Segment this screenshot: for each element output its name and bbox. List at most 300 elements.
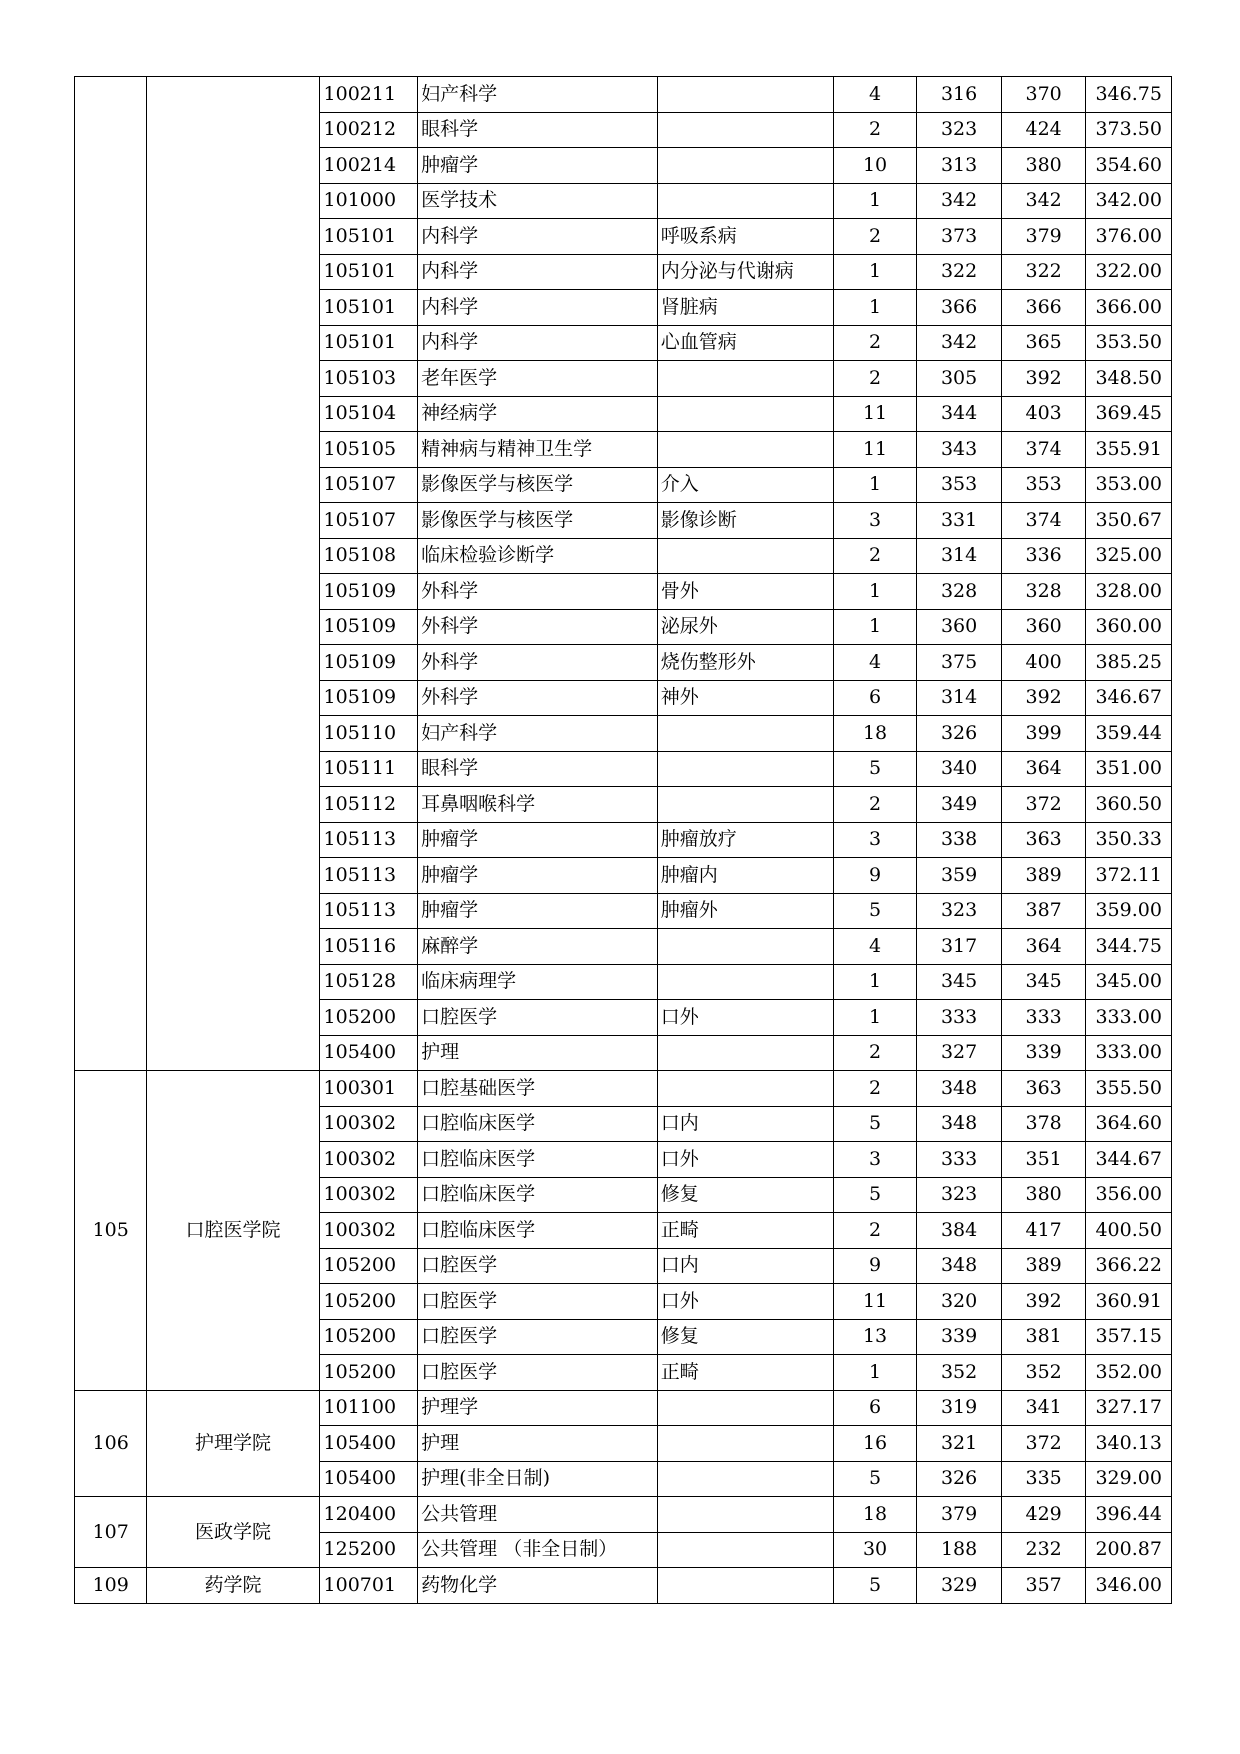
admitted-count-cell: 1 <box>833 574 917 610</box>
admitted-count-cell: 11 <box>833 1284 917 1320</box>
max-score-cell: 366 <box>1001 290 1086 326</box>
min-score-cell: 313 <box>917 148 1002 184</box>
admitted-count-cell: 3 <box>833 822 917 858</box>
avg-score-cell: 346.67 <box>1086 680 1172 716</box>
direction-cell <box>657 148 833 184</box>
direction-cell: 肿瘤内 <box>657 858 833 894</box>
avg-score-cell: 342.00 <box>1086 183 1172 219</box>
major-name-cell: 口腔医学 <box>418 1319 658 1355</box>
max-score-cell: 364 <box>1001 929 1086 965</box>
min-score-cell: 366 <box>917 290 1002 326</box>
direction-cell: 修复 <box>657 1177 833 1213</box>
direction-cell: 泌尿外 <box>657 609 833 645</box>
major-name-cell: 妇产科学 <box>418 716 658 752</box>
max-score-cell: 328 <box>1001 574 1086 610</box>
min-score-cell: 322 <box>917 254 1002 290</box>
major-name-cell: 外科学 <box>418 680 658 716</box>
max-score-cell: 387 <box>1001 893 1086 929</box>
major-code-cell: 105128 <box>319 964 418 1000</box>
major-name-cell: 口腔临床医学 <box>418 1106 658 1142</box>
min-score-cell: 323 <box>917 1177 1002 1213</box>
major-name-cell: 眼科学 <box>418 112 658 148</box>
avg-score-cell: 327.17 <box>1086 1390 1172 1426</box>
admitted-count-cell: 2 <box>833 787 917 823</box>
max-score-cell: 392 <box>1001 1284 1086 1320</box>
major-name-cell: 影像医学与核医学 <box>418 467 658 503</box>
major-code-cell: 105104 <box>319 396 418 432</box>
major-name-cell: 精神病与精神卫生学 <box>418 432 658 468</box>
admitted-count-cell: 11 <box>833 432 917 468</box>
avg-score-cell: 346.75 <box>1086 77 1172 113</box>
min-score-cell: 373 <box>917 219 1002 255</box>
min-score-cell: 329 <box>917 1568 1002 1604</box>
avg-score-cell: 359.44 <box>1086 716 1172 752</box>
direction-cell <box>657 1532 833 1568</box>
admitted-count-cell: 5 <box>833 1568 917 1604</box>
max-score-cell: 322 <box>1001 254 1086 290</box>
admitted-count-cell: 2 <box>833 112 917 148</box>
major-name-cell: 外科学 <box>418 609 658 645</box>
direction-cell: 肿瘤外 <box>657 893 833 929</box>
avg-score-cell: 356.00 <box>1086 1177 1172 1213</box>
dept-code-cell: 107 <box>75 1497 147 1568</box>
avg-score-cell: 328.00 <box>1086 574 1172 610</box>
major-code-cell: 105400 <box>319 1035 418 1071</box>
avg-score-cell: 396.44 <box>1086 1497 1172 1533</box>
admitted-count-cell: 1 <box>833 467 917 503</box>
admitted-count-cell: 6 <box>833 680 917 716</box>
major-code-cell: 105200 <box>319 1319 418 1355</box>
major-code-cell: 125200 <box>319 1532 418 1568</box>
min-score-cell: 384 <box>917 1213 1002 1249</box>
max-score-cell: 353 <box>1001 467 1086 503</box>
major-code-cell: 105400 <box>319 1461 418 1497</box>
avg-score-cell: 360.91 <box>1086 1284 1172 1320</box>
min-score-cell: 326 <box>917 716 1002 752</box>
admitted-count-cell: 1 <box>833 183 917 219</box>
major-code-cell: 105200 <box>319 1284 418 1320</box>
avg-score-cell: 351.00 <box>1086 751 1172 787</box>
admitted-count-cell: 5 <box>833 1106 917 1142</box>
admitted-count-cell: 2 <box>833 361 917 397</box>
admitted-count-cell: 2 <box>833 538 917 574</box>
direction-cell: 正畸 <box>657 1213 833 1249</box>
min-score-cell: 319 <box>917 1390 1002 1426</box>
max-score-cell: 339 <box>1001 1035 1086 1071</box>
major-name-cell: 影像医学与核医学 <box>418 503 658 539</box>
major-name-cell: 口腔医学 <box>418 1355 658 1391</box>
major-code-cell: 105113 <box>319 893 418 929</box>
major-name-cell: 护理 <box>418 1426 658 1462</box>
dept-code-cell <box>75 77 147 1071</box>
avg-score-cell: 355.91 <box>1086 432 1172 468</box>
major-code-cell: 105113 <box>319 822 418 858</box>
direction-cell: 呼吸系病 <box>657 219 833 255</box>
avg-score-cell: 355.50 <box>1086 1071 1172 1107</box>
direction-cell <box>657 751 833 787</box>
avg-score-cell: 322.00 <box>1086 254 1172 290</box>
admitted-count-cell: 4 <box>833 929 917 965</box>
major-name-cell: 神经病学 <box>418 396 658 432</box>
major-name-cell: 肿瘤学 <box>418 148 658 184</box>
admitted-count-cell: 11 <box>833 396 917 432</box>
major-code-cell: 100701 <box>319 1568 418 1604</box>
admitted-count-cell: 4 <box>833 645 917 681</box>
major-code-cell: 105103 <box>319 361 418 397</box>
admitted-count-cell: 2 <box>833 219 917 255</box>
direction-cell <box>657 183 833 219</box>
major-code-cell: 105400 <box>319 1426 418 1462</box>
major-code-cell: 105105 <box>319 432 418 468</box>
min-score-cell: 348 <box>917 1106 1002 1142</box>
major-name-cell: 口腔临床医学 <box>418 1213 658 1249</box>
direction-cell: 神外 <box>657 680 833 716</box>
major-code-cell: 100214 <box>319 148 418 184</box>
major-name-cell: 外科学 <box>418 645 658 681</box>
admitted-count-cell: 13 <box>833 1319 917 1355</box>
dept-name-cell: 护理学院 <box>147 1390 319 1497</box>
major-code-cell: 105101 <box>319 325 418 361</box>
avg-score-cell: 360.00 <box>1086 609 1172 645</box>
major-name-cell: 口腔医学 <box>418 1000 658 1036</box>
major-name-cell: 内科学 <box>418 219 658 255</box>
major-name-cell: 公共管理 <box>418 1497 658 1533</box>
max-score-cell: 363 <box>1001 1071 1086 1107</box>
min-score-cell: 327 <box>917 1035 1002 1071</box>
major-name-cell: 肿瘤学 <box>418 893 658 929</box>
max-score-cell: 360 <box>1001 609 1086 645</box>
major-code-cell: 100302 <box>319 1142 418 1178</box>
avg-score-cell: 200.87 <box>1086 1532 1172 1568</box>
direction-cell: 肿瘤放疗 <box>657 822 833 858</box>
major-name-cell: 临床病理学 <box>418 964 658 1000</box>
avg-score-cell: 354.60 <box>1086 148 1172 184</box>
dept-name-cell: 医政学院 <box>147 1497 319 1568</box>
direction-cell <box>657 1568 833 1604</box>
avg-score-cell: 369.45 <box>1086 396 1172 432</box>
major-name-cell: 内科学 <box>418 254 658 290</box>
direction-cell: 口内 <box>657 1248 833 1284</box>
major-code-cell: 101100 <box>319 1390 418 1426</box>
max-score-cell: 363 <box>1001 822 1086 858</box>
major-code-cell: 105101 <box>319 219 418 255</box>
direction-cell <box>657 361 833 397</box>
admitted-count-cell: 5 <box>833 1461 917 1497</box>
table-row <box>75 1497 1172 1533</box>
direction-cell: 口外 <box>657 1000 833 1036</box>
min-score-cell: 188 <box>917 1532 1002 1568</box>
avg-score-cell: 348.50 <box>1086 361 1172 397</box>
major-name-cell: 老年医学 <box>418 361 658 397</box>
max-score-cell: 392 <box>1001 361 1086 397</box>
min-score-cell: 345 <box>917 964 1002 1000</box>
admitted-count-cell: 2 <box>833 1071 917 1107</box>
major-code-cell: 105101 <box>319 290 418 326</box>
min-score-cell: 331 <box>917 503 1002 539</box>
direction-cell: 介入 <box>657 467 833 503</box>
table-row <box>75 77 1172 113</box>
admitted-count-cell: 1 <box>833 1000 917 1036</box>
max-score-cell: 379 <box>1001 219 1086 255</box>
min-score-cell: 326 <box>917 1461 1002 1497</box>
min-score-cell: 348 <box>917 1071 1002 1107</box>
direction-cell: 修复 <box>657 1319 833 1355</box>
avg-score-cell: 360.50 <box>1086 787 1172 823</box>
max-score-cell: 380 <box>1001 148 1086 184</box>
avg-score-cell: 344.67 <box>1086 1142 1172 1178</box>
major-code-cell: 120400 <box>319 1497 418 1533</box>
avg-score-cell: 350.67 <box>1086 503 1172 539</box>
major-name-cell: 妇产科学 <box>418 77 658 113</box>
table-row <box>75 1568 1172 1604</box>
admitted-count-cell: 18 <box>833 716 917 752</box>
max-score-cell: 336 <box>1001 538 1086 574</box>
major-name-cell: 外科学 <box>418 574 658 610</box>
avg-score-cell: 373.50 <box>1086 112 1172 148</box>
major-code-cell: 105110 <box>319 716 418 752</box>
direction-cell <box>657 396 833 432</box>
max-score-cell: 364 <box>1001 751 1086 787</box>
major-code-cell: 100302 <box>319 1106 418 1142</box>
direction-cell: 心血管病 <box>657 325 833 361</box>
min-score-cell: 314 <box>917 538 1002 574</box>
min-score-cell: 340 <box>917 751 1002 787</box>
min-score-cell: 323 <box>917 893 1002 929</box>
major-code-cell: 105107 <box>319 503 418 539</box>
max-score-cell: 403 <box>1001 396 1086 432</box>
min-score-cell: 348 <box>917 1248 1002 1284</box>
max-score-cell: 342 <box>1001 183 1086 219</box>
direction-cell <box>657 1390 833 1426</box>
max-score-cell: 372 <box>1001 1426 1086 1462</box>
major-name-cell: 口腔临床医学 <box>418 1142 658 1178</box>
avg-score-cell: 346.00 <box>1086 1568 1172 1604</box>
avg-score-cell: 333.00 <box>1086 1000 1172 1036</box>
direction-cell <box>657 1426 833 1462</box>
direction-cell <box>657 1035 833 1071</box>
max-score-cell: 374 <box>1001 432 1086 468</box>
major-name-cell: 护理(非全日制) <box>418 1461 658 1497</box>
direction-cell: 骨外 <box>657 574 833 610</box>
max-score-cell: 381 <box>1001 1319 1086 1355</box>
admitted-count-cell: 30 <box>833 1532 917 1568</box>
major-code-cell: 105200 <box>319 1355 418 1391</box>
max-score-cell: 365 <box>1001 325 1086 361</box>
major-name-cell: 口腔临床医学 <box>418 1177 658 1213</box>
major-code-cell: 105112 <box>319 787 418 823</box>
admitted-count-cell: 1 <box>833 609 917 645</box>
min-score-cell: 352 <box>917 1355 1002 1391</box>
min-score-cell: 349 <box>917 787 1002 823</box>
min-score-cell: 317 <box>917 929 1002 965</box>
major-name-cell: 口腔医学 <box>418 1248 658 1284</box>
major-name-cell: 肿瘤学 <box>418 822 658 858</box>
avg-score-cell: 364.60 <box>1086 1106 1172 1142</box>
admitted-count-cell: 2 <box>833 325 917 361</box>
min-score-cell: 333 <box>917 1142 1002 1178</box>
avg-score-cell: 385.25 <box>1086 645 1172 681</box>
max-score-cell: 374 <box>1001 503 1086 539</box>
major-name-cell: 护理 <box>418 1035 658 1071</box>
max-score-cell: 352 <box>1001 1355 1086 1391</box>
major-code-cell: 100301 <box>319 1071 418 1107</box>
major-code-cell: 105109 <box>319 680 418 716</box>
direction-cell: 口内 <box>657 1106 833 1142</box>
avg-score-cell: 325.00 <box>1086 538 1172 574</box>
avg-score-cell: 353.50 <box>1086 325 1172 361</box>
major-code-cell: 105109 <box>319 645 418 681</box>
max-score-cell: 400 <box>1001 645 1086 681</box>
min-score-cell: 339 <box>917 1319 1002 1355</box>
direction-cell <box>657 964 833 1000</box>
admission-score-table <box>74 76 1172 1604</box>
major-name-cell: 内科学 <box>418 290 658 326</box>
major-name-cell: 医学技术 <box>418 183 658 219</box>
max-score-cell: 345 <box>1001 964 1086 1000</box>
admitted-count-cell: 10 <box>833 148 917 184</box>
direction-cell <box>657 1461 833 1497</box>
admitted-count-cell: 5 <box>833 893 917 929</box>
max-score-cell: 335 <box>1001 1461 1086 1497</box>
major-code-cell: 101000 <box>319 183 418 219</box>
max-score-cell: 417 <box>1001 1213 1086 1249</box>
direction-cell <box>657 538 833 574</box>
avg-score-cell: 353.00 <box>1086 467 1172 503</box>
avg-score-cell: 372.11 <box>1086 858 1172 894</box>
major-code-cell: 105107 <box>319 467 418 503</box>
direction-cell <box>657 1497 833 1533</box>
min-score-cell: 321 <box>917 1426 1002 1462</box>
min-score-cell: 375 <box>917 645 1002 681</box>
avg-score-cell: 345.00 <box>1086 964 1172 1000</box>
avg-score-cell: 344.75 <box>1086 929 1172 965</box>
avg-score-cell: 357.15 <box>1086 1319 1172 1355</box>
min-score-cell: 344 <box>917 396 1002 432</box>
avg-score-cell: 359.00 <box>1086 893 1172 929</box>
major-name-cell: 药物化学 <box>418 1568 658 1604</box>
admitted-count-cell: 2 <box>833 1035 917 1071</box>
min-score-cell: 338 <box>917 822 1002 858</box>
min-score-cell: 342 <box>917 183 1002 219</box>
dept-name-cell: 口腔医学院 <box>147 1071 319 1391</box>
min-score-cell: 314 <box>917 680 1002 716</box>
avg-score-cell: 366.22 <box>1086 1248 1172 1284</box>
avg-score-cell: 350.33 <box>1086 822 1172 858</box>
min-score-cell: 320 <box>917 1284 1002 1320</box>
max-score-cell: 399 <box>1001 716 1086 752</box>
major-code-cell: 100302 <box>319 1177 418 1213</box>
admitted-count-cell: 4 <box>833 77 917 113</box>
direction-cell <box>657 716 833 752</box>
direction-cell: 正畸 <box>657 1355 833 1391</box>
admitted-count-cell: 18 <box>833 1497 917 1533</box>
admitted-count-cell: 1 <box>833 290 917 326</box>
major-code-cell: 105200 <box>319 1248 418 1284</box>
min-score-cell: 353 <box>917 467 1002 503</box>
major-name-cell: 口腔基础医学 <box>418 1071 658 1107</box>
min-score-cell: 359 <box>917 858 1002 894</box>
max-score-cell: 380 <box>1001 1177 1086 1213</box>
max-score-cell: 429 <box>1001 1497 1086 1533</box>
major-name-cell: 麻醉学 <box>418 929 658 965</box>
table-row <box>75 1071 1172 1107</box>
admitted-count-cell: 3 <box>833 1142 917 1178</box>
max-score-cell: 372 <box>1001 787 1086 823</box>
major-code-cell: 105101 <box>319 254 418 290</box>
direction-cell <box>657 1071 833 1107</box>
dept-name-cell: 药学院 <box>147 1568 319 1604</box>
major-name-cell: 公共管理 （非全日制） <box>418 1532 658 1568</box>
admitted-count-cell: 1 <box>833 1355 917 1391</box>
dept-code-cell: 106 <box>75 1390 147 1497</box>
admitted-count-cell: 1 <box>833 964 917 1000</box>
table-body <box>75 77 1172 1604</box>
admitted-count-cell: 3 <box>833 503 917 539</box>
major-name-cell: 内科学 <box>418 325 658 361</box>
min-score-cell: 328 <box>917 574 1002 610</box>
admitted-count-cell: 5 <box>833 1177 917 1213</box>
max-score-cell: 378 <box>1001 1106 1086 1142</box>
avg-score-cell: 333.00 <box>1086 1035 1172 1071</box>
dept-code-cell: 105 <box>75 1071 147 1391</box>
major-name-cell: 耳鼻咽喉科学 <box>418 787 658 823</box>
direction-cell <box>657 787 833 823</box>
major-code-cell: 100211 <box>319 77 418 113</box>
major-name-cell: 护理学 <box>418 1390 658 1426</box>
avg-score-cell: 376.00 <box>1086 219 1172 255</box>
major-code-cell: 100212 <box>319 112 418 148</box>
admitted-count-cell: 6 <box>833 1390 917 1426</box>
dept-name-cell <box>147 77 319 1071</box>
min-score-cell: 379 <box>917 1497 1002 1533</box>
admitted-count-cell: 16 <box>833 1426 917 1462</box>
admitted-count-cell: 9 <box>833 1248 917 1284</box>
dept-code-cell: 109 <box>75 1568 147 1604</box>
major-code-cell: 100302 <box>319 1213 418 1249</box>
max-score-cell: 232 <box>1001 1532 1086 1568</box>
major-code-cell: 105113 <box>319 858 418 894</box>
major-name-cell: 眼科学 <box>418 751 658 787</box>
direction-cell: 口外 <box>657 1142 833 1178</box>
avg-score-cell: 329.00 <box>1086 1461 1172 1497</box>
max-score-cell: 341 <box>1001 1390 1086 1426</box>
table-row <box>75 1390 1172 1426</box>
admitted-count-cell: 5 <box>833 751 917 787</box>
max-score-cell: 351 <box>1001 1142 1086 1178</box>
direction-cell <box>657 432 833 468</box>
direction-cell: 肾脏病 <box>657 290 833 326</box>
admitted-count-cell: 1 <box>833 254 917 290</box>
min-score-cell: 305 <box>917 361 1002 397</box>
min-score-cell: 343 <box>917 432 1002 468</box>
min-score-cell: 316 <box>917 77 1002 113</box>
major-code-cell: 105109 <box>319 609 418 645</box>
direction-cell: 影像诊断 <box>657 503 833 539</box>
major-name-cell: 口腔医学 <box>418 1284 658 1320</box>
direction-cell <box>657 112 833 148</box>
max-score-cell: 389 <box>1001 1248 1086 1284</box>
major-code-cell: 105116 <box>319 929 418 965</box>
min-score-cell: 342 <box>917 325 1002 361</box>
min-score-cell: 360 <box>917 609 1002 645</box>
avg-score-cell: 340.13 <box>1086 1426 1172 1462</box>
major-name-cell: 临床检验诊断学 <box>418 538 658 574</box>
major-code-cell: 105111 <box>319 751 418 787</box>
avg-score-cell: 352.00 <box>1086 1355 1172 1391</box>
major-name-cell: 肿瘤学 <box>418 858 658 894</box>
admitted-count-cell: 2 <box>833 1213 917 1249</box>
avg-score-cell: 400.50 <box>1086 1213 1172 1249</box>
